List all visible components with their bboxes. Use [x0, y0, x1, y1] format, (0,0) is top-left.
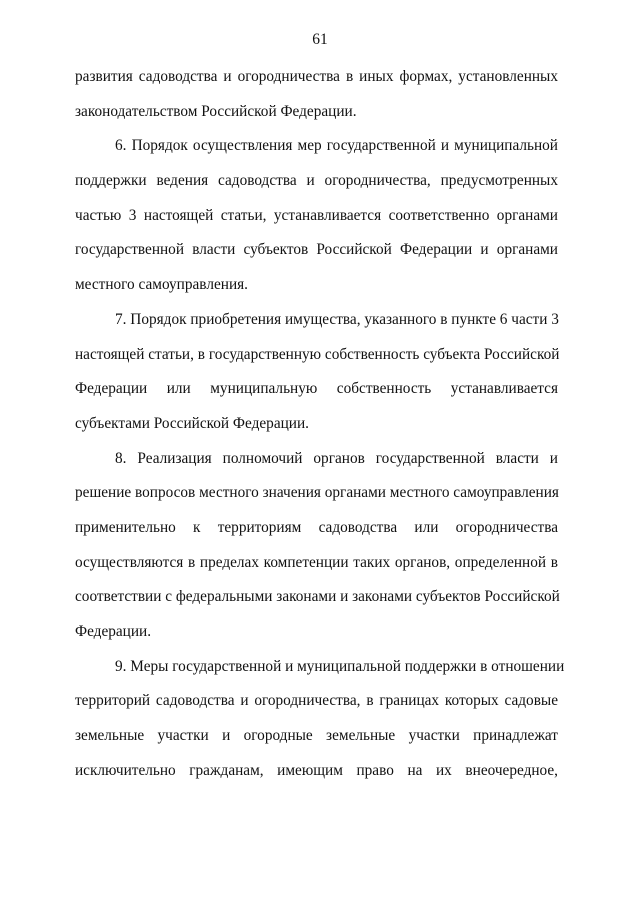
text-line: решение вопросов местного значения органами местного самоуправления: [75, 484, 559, 502]
text-line: развития садоводства и огородничества в иных формах, установленных: [75, 68, 558, 85]
text-line: осуществляются в пределах компетенции таких органов, определенной в: [75, 553, 558, 571]
paragraph-p6: [75, 135, 558, 308]
text-line: соответствии с федеральными законами и законами субъектов Российской: [75, 588, 560, 606]
paragraph-p-cont: [75, 66, 558, 135]
text-line: 7. Порядок приобретения имущества, указанного в пункте 6 части 3: [115, 310, 559, 328]
paragraph-p8: [75, 448, 558, 656]
text-line: настоящей статьи, в государственную собственность субъекта Российской: [75, 345, 560, 363]
document-body: [75, 66, 565, 794]
text-line: 6. Порядок осуществления мер государственной и муниципальной: [115, 137, 558, 155]
paragraph-p9: [75, 656, 565, 795]
text-line: местного самоуправления.: [75, 276, 248, 294]
text-line: законодательством Российской Федерации.: [75, 102, 357, 120]
text-line: 9. Меры государственной и муниципальной поддержки в отношении: [115, 657, 565, 675]
text-line: государственной власти субъектов Российской Федерации и органами: [75, 241, 558, 259]
text-line: поддержки ведения садоводства и огородничества, предусмотренных: [75, 172, 558, 190]
text-line: Федерации или муниципальную собственность устанавливается: [75, 380, 558, 398]
text-line: частью 3 настоящей статьи, устанавливается соответственно органами: [75, 206, 558, 224]
text-line: территорий садоводства и огородничества, в границах которых садовые: [75, 692, 558, 710]
text-line: субъектами Российской Федерации.: [75, 414, 309, 432]
text-line: Федерации.: [75, 623, 152, 640]
text-line: земельные участки и огородные земельные участки принадлежат: [75, 727, 558, 745]
page-number: 61: [312, 31, 328, 48]
text-line: исключительно гражданам, имеющим право на их внеочередное,: [75, 761, 558, 779]
text-line: применительно к территориям садоводства или огородничества: [75, 518, 558, 536]
text-line: 8. Реализация полномочий органов государственной власти и: [115, 449, 558, 467]
paragraph-p7: [75, 309, 558, 448]
